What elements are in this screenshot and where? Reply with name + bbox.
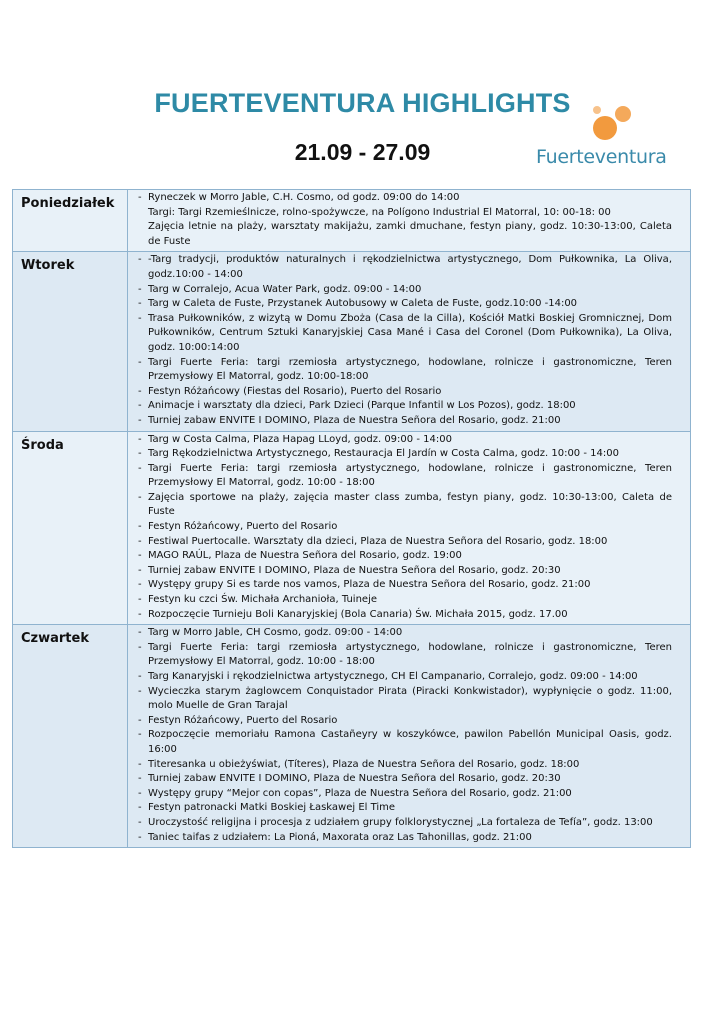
event-list xyxy=(138,253,672,428)
day-name: Czwartek xyxy=(13,625,128,848)
event-item: - Targ w Costa Calma, Plaza Hapag LLoyd, godz. 09:00 - 14:00 xyxy=(138,433,672,448)
event-item: - Festyn ku czci Św. Michała Archanioła, Tuineje xyxy=(138,593,672,608)
event-item: - Rozpoczęcie Turnieju Boli Kanaryjskiej (Bola Canaria) Św. Michała 2015, godz. 17.00 xyxy=(138,608,672,623)
event-item: - Występy grupy “Mejor con copas”, Plaza de Nuestra Señora del Rosario, godz. 21:00 xyxy=(138,787,672,802)
schedule-table xyxy=(12,189,691,848)
event-item: - Festiwal Puertocalle. Warsztaty dla dzieci, Plaza de Nuestra Señora del Rosario, godz. 18:00 xyxy=(138,535,672,550)
event-item: - Trasa Pułkowników, z wizytą w Domu Zboża (Casa de la Cilla), Kościół Matki Boskiej Gromnicznej, Dom Pułkowników, Centrum Sztuki Kanaryjskiej Casa Mané i Casa del Coronel (Dom Pułkownika), La Oliva, godz. 10:00:14:00 xyxy=(138,312,672,356)
logo-wordmark: Fuerteventura xyxy=(536,146,667,168)
day-events xyxy=(128,625,691,848)
event-item: - Targ w Caleta de Fuste, Przystanek Autobusowy w Caleta de Fuste, godz.10:00 -14:00 xyxy=(138,297,672,312)
event-item: - Targ w Morro Jable, CH Cosmo, godz. 09:00 - 14:00 xyxy=(138,626,672,641)
event-item: - Targ Rękodzielnictwa Artystycznego, Restauracja El Jardín w Costa Calma, godz. 10:00 - 14:00 xyxy=(138,447,672,462)
day-events xyxy=(128,190,691,252)
event-item: - Festyn patronacki Matki Boskiej Łaskawej El Time xyxy=(138,801,672,816)
day-row xyxy=(13,252,691,431)
event-item: - Targi Fuerte Feria: targi rzemiosła artystycznego, hodowlane, rolnicze i gastronomiczne, Teren Przemysłowy El Matorral, godz. 10:00 - 18:00 xyxy=(138,641,672,670)
event-item: - Festyn Różańcowy (Fiestas del Rosario), Puerto del Rosario xyxy=(138,385,672,400)
day-row xyxy=(13,190,691,252)
event-list xyxy=(138,191,672,249)
day-events xyxy=(128,252,691,431)
event-item: - Titeresanka u obieżyświat, (Títeres), Plaza de Nuestra Señora del Rosario, godz. 18:00 xyxy=(138,758,672,773)
event-item: - Targ w Corralejo, Acua Water Park, godz. 09:00 - 14:00 xyxy=(138,283,672,298)
page-title: FUERTEVENTURA HIGHLIGHTS xyxy=(154,88,571,118)
event-item: - Taniec taifas z udziałem: La Pioná, Maxorata oraz Las Tahonillas, godz. 21:00 xyxy=(138,831,672,846)
fuerteventura-logo xyxy=(532,100,692,174)
day-row xyxy=(13,431,691,625)
event-item: - Turniej zabaw ENVITE I DOMINO, Plaza de Nuestra Señora del Rosario, godz. 20:30 xyxy=(138,564,672,579)
event-item: - Festyn Różańcowy, Puerto del Rosario xyxy=(138,520,672,535)
day-name: Poniedziałek xyxy=(13,190,128,252)
event-item: - -Targ tradycji, produktów naturalnych i rękodzielnictwa artystycznego, Dom Pułkownika, La Oliva, godz.10:00 - 14:00 xyxy=(138,253,672,282)
event-item: - Wycieczka starym żaglowcem Conquistador Pirata (Piracki Konkwistador), wypłynięcie o godz. 11:00, molo Muelle de Gran Tarajal xyxy=(138,685,672,714)
event-item: - Targi Fuerte Feria: targi rzemiosła artystycznego, hodowlane, rolnicze i gastronomiczne, Teren Przemysłowy El Matorral, godz. 10:00 - 18:00 xyxy=(138,462,672,491)
event-item: - Animacje i warsztaty dla dzieci, Park Dzieci (Parque Infantil w Los Pozos), godz. 18:00 xyxy=(138,399,672,414)
day-name: Środa xyxy=(13,431,128,625)
date-range: 21.09 - 27.09 xyxy=(294,139,431,165)
event-item: - Targi Fuerte Feria: targi rzemiosła artystycznego, hodowlane, rolnicze i gastronomiczne, Teren Przemysłowy El Matorral, godz. 10:00-18:00 xyxy=(138,356,672,385)
sun-logo-icon xyxy=(587,100,687,150)
event-item: - Uroczystość religijna i procesja z udziałem grupy folklorystycznej „La fortaleza de Tefía”, godz. 13:00 xyxy=(138,816,672,831)
day-name: Wtorek xyxy=(13,252,128,431)
event-item: - Targ Kanaryjski i rękodzielnictwa artystycznego, CH El Campanario, Corralejo, godz. 09:00 - 14:00 xyxy=(138,670,672,685)
day-events xyxy=(128,431,691,625)
event-item: - Festyn Różańcowy, Puerto del Rosario xyxy=(138,714,672,729)
event-list xyxy=(138,626,672,845)
event-item: - Turniej zabaw ENVITE I DOMINO, Plaza de Nuestra Señora del Rosario, godz. 21:00 xyxy=(138,414,672,429)
event-item: - Ryneczek w Morro Jable, C.H. Cosmo, od godz. 09:00 do 14:00 xyxy=(138,191,672,206)
event-item: - MAGO RAÚL, Plaza de Nuestra Señora del Rosario, godz. 19:00 xyxy=(138,549,672,564)
event-item: Targi: Targi Rzemieślnicze, rolno-spożywcze, na Polígono Industrial El Matorral, 10: 00-18: 00 xyxy=(148,206,611,218)
event-item: - Rozpoczęcie memoriału Ramona Castañeyry w koszykówce, pawilon Pabellón Municipal Oasis, godz. 16:00 xyxy=(138,728,672,757)
event-item: Zajęcia letnie na plaży, warsztaty makijażu, zamki dmuchane, festyn piany, godz. 10:30-13:00, Caleta de Fuste xyxy=(148,221,672,247)
day-row xyxy=(13,625,691,848)
event-item: - Występy grupy Si es tarde nos vamos, Plaza de Nuestra Señora del Rosario, godz. 21:00 xyxy=(138,578,672,593)
event-item: - Turniej zabaw ENVITE I DOMINO, Plaza de Nuestra Señora del Rosario, godz. 20:30 xyxy=(138,772,672,787)
event-list xyxy=(138,433,672,623)
event-item: - Zajęcia sportowe na plaży, zajęcia master class zumba, festyn piany, godz. 10:30-13:00, Caleta de Fuste xyxy=(138,491,672,520)
